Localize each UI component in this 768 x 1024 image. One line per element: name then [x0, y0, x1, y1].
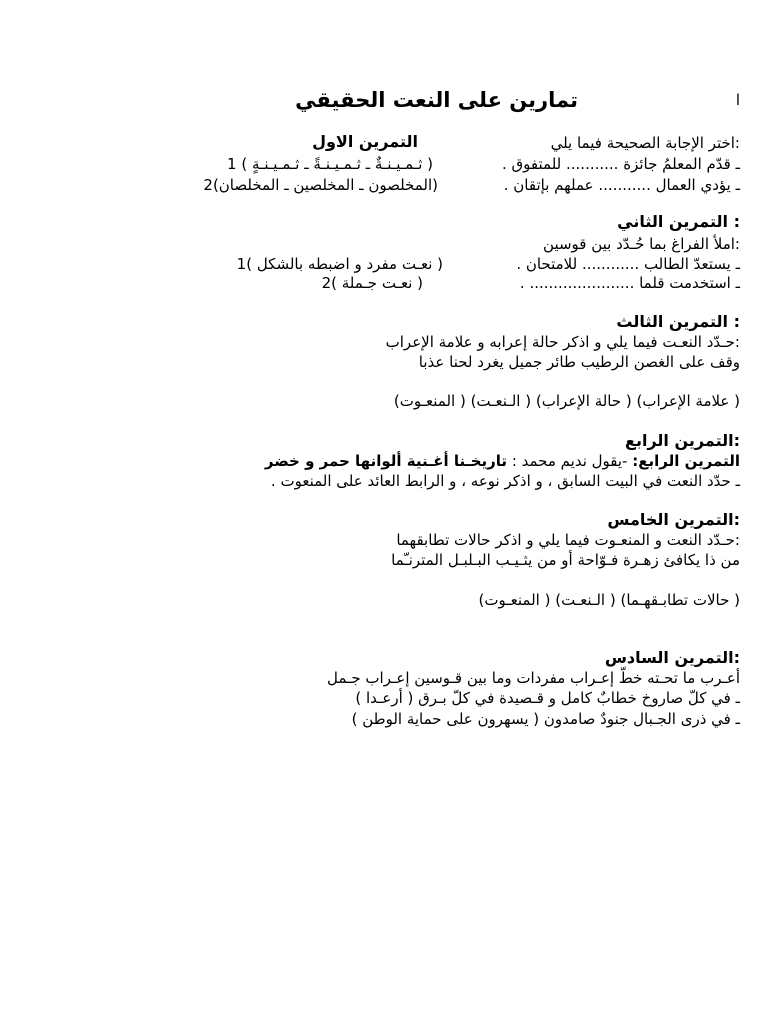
ex1-q2-text: ـ يؤدي العمال ........... عملهم بإتقان . — [503, 176, 740, 194]
ex2-q1-text: ـ يستعدّ الطالب ............ للامتحان . — [516, 255, 740, 273]
ex2-q2-hint: ( نعـت جـملة )2 — [321, 274, 423, 292]
ex5-table-header: ( حالات تطابـقهـما) ( الـنعـت) ( المنعـوت) — [478, 591, 740, 609]
ex4-heading: :التمرين الرابع — [625, 431, 740, 450]
ex2-q1-hint: ( نعـت مفرد و اضبطه بالشكل )1 — [236, 255, 443, 273]
ex1-q2-options: (المخلصون ـ المخلصين ـ المخلصان)2 — [203, 176, 438, 194]
page-title: تمارين على النعت الحقيقي — [295, 88, 578, 112]
ex5-heading: :التمرين الخامس — [607, 510, 740, 529]
corner-mark: ا — [735, 91, 740, 109]
ex6-q2: ـ في ذرى الجـبال جنودٌ صامدون ( يسهرون على حماية الوطن ) — [351, 710, 740, 728]
ex5-instruction: :حـدّد النعت و المنعـوت فيما يلي و اذكر حالات تطابقهما — [396, 531, 740, 549]
ex3-heading: : التمرين الثالث — [616, 312, 740, 331]
ex2-q2-text: ـ استخدمت قلما ...................... . — [519, 274, 740, 292]
ex4-label: التمرين الرابع: — [632, 452, 740, 470]
ex1-instruction: :اختر الإجابة الصحيحة فيما يلي — [550, 134, 740, 152]
ex1-heading: التمرين الاول — [312, 132, 418, 151]
ex5-verse: من ذا يكافئ زهـرة فـوّاحة أو من يثـيـب البـلبـل المترنـّما — [391, 551, 740, 569]
ex3-instruction: :حـدّد النعـت فيما يلي و اذكر حالة إعرابه و علامة الإعراب — [385, 333, 740, 351]
ex2-instruction: :املأ الفراغ بما حُـدّد بين قوسين — [543, 235, 740, 253]
ex4-instruction: ـ حدّد النعت في البيت السابق ، و اذكر نوعه ، و الرابط العائد على المنعوت . — [270, 472, 740, 490]
ex6-q1: ـ في كلّ صاروخ خطابٌ كامل و قـصيدة في كلّ بـرق ( أرعـدا ) — [355, 689, 740, 707]
ex6-heading: :التمرين السادس — [604, 648, 740, 667]
ex1-q1-text: ـ قدّم المعلمُ جائزة ........... للمتفوق . — [501, 155, 740, 173]
ex4-verse-line — [265, 451, 740, 471]
ex3-sentence: وقف على الغصن الرطيب طائر جميل يغرد لحنا عذبا — [418, 353, 740, 371]
ex1-q1-options: ( ثـمـيـنـةٌ ـ ثـمـيـنـةً ـ ثـمـيـنـةٍ ) 1 — [227, 155, 433, 173]
ex2-heading: : التمرين الثاني — [617, 212, 740, 231]
ex4-verse: تاريخـنا أغـنية ألوانها حمر و خضر — [264, 452, 508, 470]
ex3-table-header: ( علامة الإعراب) ( حالة الإعراب) ( الـنعـت) ( المنعـوت) — [393, 392, 740, 410]
ex6-instruction: أعـرب ما تحـته خطّ إعـراب مفردات وما بين قـوسين إعـراب جـمل — [326, 669, 740, 687]
ex4-intro: -يقول نديم محمد : — [507, 452, 633, 470]
